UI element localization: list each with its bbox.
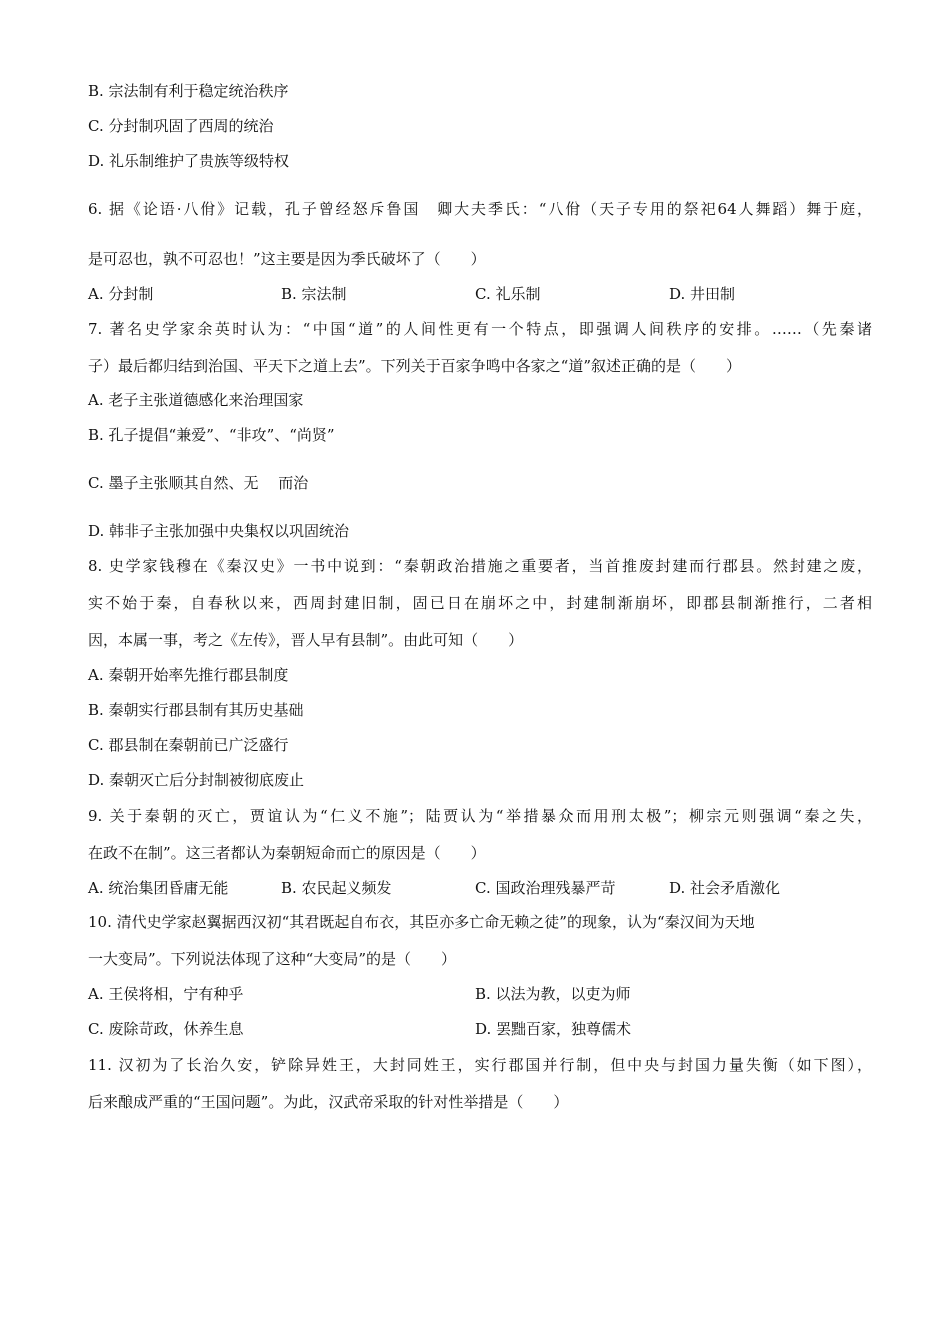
q6-stem-line1: 6. 据《论语·八佾》记载，孔子曾经怒斥鲁国 卿大夫季氏：“八佾（天子专用的祭祀64人舞蹈）舞于庭， bbox=[88, 200, 872, 218]
q6-stem-line2: 是可忍也，孰不可忍也！”这主要是因为季氏破坏了（ ） bbox=[88, 250, 486, 268]
q10-option-d: D. 罢黜百家，独尊儒术 bbox=[475, 1020, 632, 1038]
q9-option-a: A. 统治集团昏庸无能 bbox=[88, 879, 229, 897]
q7-option-b: B. 孔子提倡“兼爱”、“非攻”、“尚贤” bbox=[88, 426, 335, 444]
q5-option-d: D. 礼乐制维护了贵族等级特权 bbox=[88, 152, 290, 170]
q10-stem-line2: 一大变局”。下列说法体现了这种“大变局”的是（ ） bbox=[88, 950, 457, 968]
q10-stem-line1: 10. 清代史学家赵翼据西汉初“其君既起自布衣，其臣亦多亡命无赖之徒”的现象，认为“秦汉间为天地 bbox=[88, 913, 755, 931]
q10-option-b: B. 以法为教，以吏为师 bbox=[475, 985, 631, 1003]
q9-option-d: D. 社会矛盾激化 bbox=[669, 879, 781, 897]
q7-stem-line2: 子）最后都归结到治国、平天下之道上去”。下列关于百家争鸣中各家之“道”叙述正确的是（ ） bbox=[88, 357, 742, 375]
q7-option-d: D. 韩非子主张加强中央集权以巩固统治 bbox=[88, 522, 350, 540]
q7-option-c: C. 墨子主张顺其自然、无 而治 bbox=[88, 474, 309, 492]
q6-option-d: D. 井田制 bbox=[669, 285, 736, 303]
q8-stem-line2: 实不始于秦，自春秋以来，西周封建旧制，固已日在崩坏之中，封建制渐崩坏，即郡县制渐推行，二者相 bbox=[88, 594, 872, 612]
q9-option-c: C. 国政治理残暴严苛 bbox=[475, 879, 616, 897]
q8-stem-line1: 8. 史学家钱穆在《秦汉史》一书中说到：“秦朝政治措施之重要者，当首推废封建而行郡县。然封建之废， bbox=[88, 557, 872, 575]
q7-stem-line1: 7. 著名史学家余英时认为：“中国“道”的人间性更有一个特点，即强调人间秩序的安排。……（先秦诸 bbox=[88, 320, 872, 338]
q11-stem-line2: 后来酿成严重的“王国问题”。为此，汉武帝采取的针对性举措是（ ） bbox=[88, 1093, 569, 1111]
q9-stem-line1: 9. 关于秦朝的灭亡，贾谊认为“仁义不施”；陆贾认为“举措暴众而用刑太极”；柳宗元则强调“秦之失， bbox=[88, 807, 872, 825]
q6-option-b: B. 宗法制 bbox=[281, 285, 347, 303]
q10-option-c: C. 废除苛政，休养生息 bbox=[88, 1020, 244, 1038]
q6-option-a: A. 分封制 bbox=[88, 285, 154, 303]
q11-stem-line1: 11. 汉初为了长治久安，铲除异姓王，大封同姓王，实行郡国并行制，但中央与封国力量失衡（如下图）， bbox=[88, 1056, 872, 1074]
q8-option-b: B. 秦朝实行郡县制有其历史基础 bbox=[88, 701, 304, 719]
q8-option-c: C. 郡县制在秦朝前已广泛盛行 bbox=[88, 736, 289, 754]
q10-option-a: A. 王侯将相，宁有种乎 bbox=[88, 985, 244, 1003]
q9-stem-line2: 在政不在制”。这三者都认为秦朝短命而亡的原因是（ ） bbox=[88, 844, 486, 862]
q8-option-d: D. 秦朝灭亡后分封制被彻底废止 bbox=[88, 771, 305, 789]
q5-option-b: B. 宗法制有利于稳定统治秩序 bbox=[88, 82, 289, 100]
q6-option-c: C. 礼乐制 bbox=[475, 285, 541, 303]
q5-option-c: C. 分封制巩固了西周的统治 bbox=[88, 117, 274, 135]
q8-stem-line3: 因，本属一事，考之《左传》，晋人早有县制”。由此可知（ ） bbox=[88, 631, 524, 649]
q8-option-a: A. 秦朝开始率先推行郡县制度 bbox=[88, 666, 289, 684]
q9-option-b: B. 农民起义频发 bbox=[281, 879, 392, 897]
q7-option-a: A. 老子主张道德感化来治理国家 bbox=[88, 391, 304, 409]
